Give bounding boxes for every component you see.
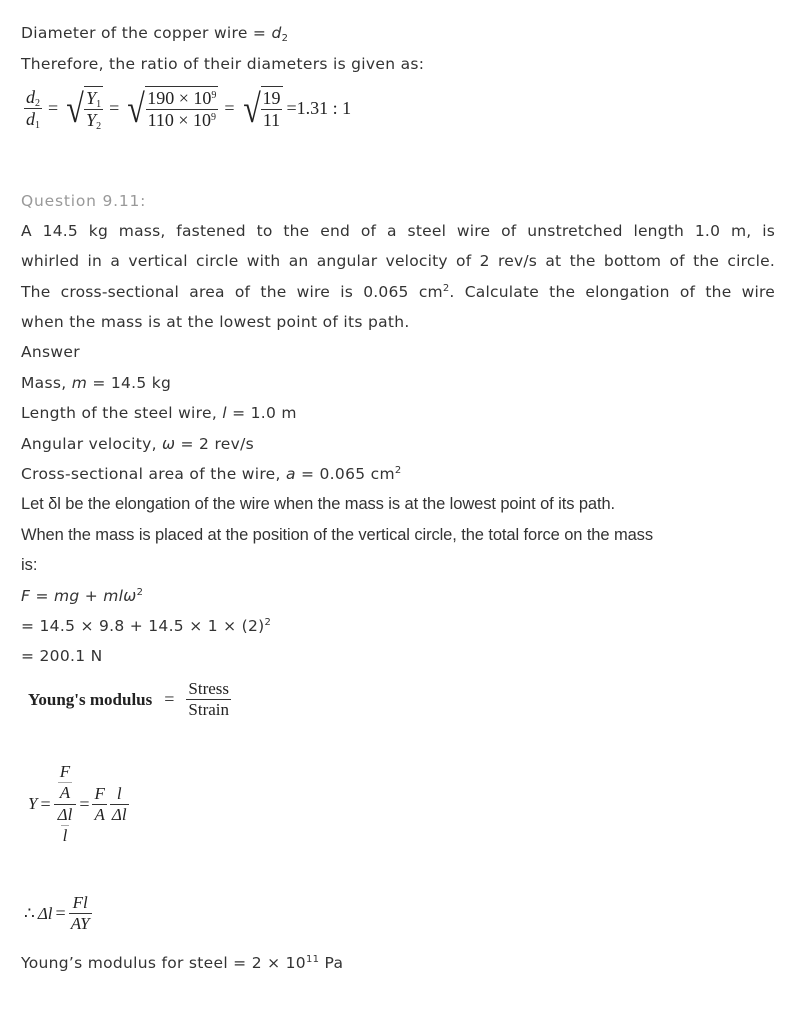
question-line-4: when the mass is at the lowest point of its path.: [21, 313, 410, 331]
therefore-icon: ∴: [24, 903, 35, 923]
fraction-F-A: [92, 784, 106, 825]
text: Angular velocity,: [21, 435, 163, 453]
A: A: [94, 804, 105, 824]
when-line: When the mass is placed at the position of the vertical circle, the total force on the mass: [21, 526, 653, 544]
youngs-definition: [28, 679, 231, 720]
Y2: Y: [86, 110, 97, 130]
equals: =: [224, 98, 235, 118]
stress-strain-fraction: [186, 679, 231, 720]
sub: 1: [96, 99, 102, 110]
text: +: [79, 587, 104, 605]
equals: =: [40, 793, 51, 814]
numerator: 19: [262, 88, 281, 108]
is-line: is:: [21, 556, 38, 574]
question-line-2: whirled in a vertical circle with an angular velocity of 2 rev/s at the bottom of the circle.: [21, 252, 775, 270]
numerator: Fl: [72, 893, 88, 912]
equals: =: [48, 98, 59, 118]
numerator: 190 × 10: [147, 88, 212, 108]
text: = 14.5 × 9.8 + 14.5 × 1 × (2): [21, 617, 265, 635]
denominator: AY: [70, 914, 90, 933]
l: l: [116, 783, 122, 803]
dl: Δl: [111, 804, 127, 824]
force-equation: [21, 586, 143, 606]
fraction-d2-d1: [24, 87, 42, 130]
label: Young's modulus: [28, 689, 153, 709]
force-calc-2: = 200.1 N: [21, 647, 103, 665]
sup: 2: [394, 465, 402, 476]
text: Cross-sectional area of the wire,: [21, 465, 286, 483]
var-F: F: [21, 587, 31, 605]
question-line-3: [21, 282, 775, 302]
dl: Δl: [57, 805, 73, 824]
equals: =: [164, 689, 175, 709]
subscript: 2: [281, 33, 289, 44]
text: Young’s modulus for steel = 2 × 10: [21, 954, 306, 972]
question-heading: Question 9.11:: [21, 192, 147, 210]
area-line: [21, 464, 402, 484]
var: m: [71, 374, 88, 392]
var: l: [222, 404, 227, 422]
copper-diameter-line: [21, 23, 288, 43]
Y1: Y: [86, 88, 97, 108]
question-line-1: A 14.5 kg mass, fastened to the end of a steel wire of unstretched length 1.0 m, is: [21, 222, 775, 240]
text: Pa: [319, 954, 344, 972]
text: = 1.0 m: [226, 404, 297, 422]
var-mg: mg: [53, 587, 80, 605]
fraction-Fl-AY: [69, 893, 92, 934]
sup: 2: [264, 617, 272, 628]
sqrt-numeric: [125, 86, 218, 131]
text: Diameter of the copper wire =: [21, 24, 272, 42]
var-d: d: [271, 24, 282, 42]
force-calc-1: [21, 616, 271, 636]
youngs-steel-line: [21, 953, 343, 973]
sub: 2: [96, 121, 102, 132]
sup: 11: [305, 954, 320, 965]
d1: d: [26, 109, 35, 129]
text: Mass,: [21, 374, 72, 392]
equals: =: [109, 98, 120, 118]
var: ω: [162, 435, 176, 453]
denominator: 11: [262, 110, 281, 130]
text: = 14.5 kg: [87, 374, 172, 392]
elongation-formula: [24, 893, 92, 934]
ratio-result: =1.31 : 1: [286, 98, 352, 118]
fraction-l-dl: [110, 784, 129, 825]
angular-velocity-line: [21, 434, 254, 454]
radical-icon: √: [66, 85, 84, 131]
denominator: 110 × 10: [147, 110, 212, 130]
radical-icon: √: [242, 85, 261, 131]
text: = 0.065 cm: [295, 465, 395, 483]
numerator: Stress: [188, 679, 230, 698]
youngs-formula: [28, 762, 129, 846]
answer-label: Answer: [21, 343, 80, 361]
radical-icon: √: [127, 85, 146, 131]
mass-line: [21, 373, 171, 393]
let-line: Let δl be the elongation of the wire when the mass is at the lowest point of its path.: [21, 495, 616, 513]
sqrt-simplified: [241, 86, 283, 131]
dl: Δl: [37, 903, 53, 923]
var-mlw: mlω: [103, 587, 137, 605]
compound-fraction: [54, 762, 77, 846]
sub: 1: [35, 120, 40, 131]
length-line: [21, 403, 297, 423]
Y: Y: [28, 794, 38, 813]
ratio-intro: Therefore, the ratio of their diameters is given as:: [21, 55, 425, 73]
d2: d: [26, 87, 35, 107]
sup: 9: [211, 90, 217, 101]
sup: 2: [136, 587, 144, 598]
var: a: [285, 465, 296, 483]
F: F: [59, 762, 71, 781]
denominator: Strain: [188, 700, 230, 719]
text: =: [30, 587, 54, 605]
text: . Calculate the elongation of the wire: [449, 283, 775, 301]
l: l: [62, 826, 68, 845]
equals: =: [55, 903, 66, 923]
F: F: [94, 783, 105, 803]
A: A: [59, 783, 71, 802]
sup: 2: [442, 283, 450, 294]
sub: 2: [35, 98, 40, 109]
sup: 9: [211, 112, 217, 123]
text: = 2 rev/s: [175, 435, 254, 453]
text: The cross-sectional area of the wire is 0.065 cm: [21, 283, 443, 301]
equals: =: [79, 793, 90, 814]
text: Length of the steel wire,: [21, 404, 223, 422]
sqrt-y-ratio: [64, 86, 103, 131]
ratio-equation: [24, 86, 351, 131]
